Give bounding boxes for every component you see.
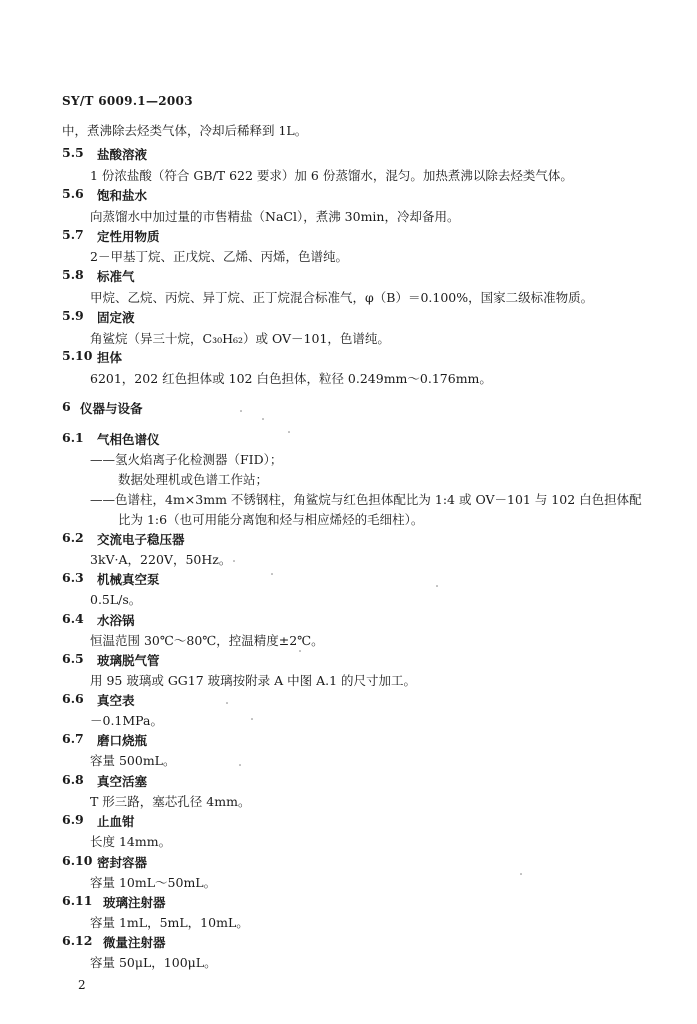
section-number: 6.9 bbox=[62, 812, 84, 827]
section-number: 6.6 bbox=[62, 691, 84, 706]
page-number: 2 bbox=[78, 978, 86, 992]
section-body-line: －0.1MPa。 bbox=[90, 713, 163, 728]
section-title: 交流电子稳压器 bbox=[97, 532, 185, 547]
section-title: 止血钳 bbox=[97, 814, 135, 829]
section-number: 5.5 bbox=[62, 145, 84, 160]
section-title: 担体 bbox=[97, 350, 123, 365]
list-item: ——氢火焰离子化检测器（FID）； bbox=[90, 452, 283, 467]
section-number: 6.7 bbox=[62, 731, 84, 746]
section-number: 6.1 bbox=[62, 430, 84, 445]
section-title: 磨口烧瓶 bbox=[97, 733, 148, 748]
section-number: 5.10 bbox=[62, 348, 93, 363]
section-title: 水浴锅 bbox=[97, 613, 135, 628]
section-title: 机械真空泵 bbox=[97, 572, 160, 587]
section-number: 6.5 bbox=[62, 651, 84, 666]
section-body-line: 甲烷、乙烷、丙烷、异丁烷、正丁烷混合标准气，φ（B）＝0.100%，国家二级标准物质。 bbox=[90, 290, 594, 305]
section-number: 5.6 bbox=[62, 186, 84, 201]
section-body-line: 0.5L/s。 bbox=[90, 592, 142, 607]
section-body-line: T 形三路，塞芯孔径 4mm。 bbox=[90, 794, 251, 809]
section-body-line: 长度 14mm。 bbox=[90, 834, 172, 849]
document-header-id: SY/T 6009.1—2003 bbox=[62, 94, 193, 108]
section-number: 5.9 bbox=[62, 308, 84, 323]
section-title: 盐酸溶液 bbox=[97, 147, 148, 162]
list-item: ——色谱柱，4m×3mm 不锈钢柱，角鲨烷与红色担体配比为 1:4 或 OV－101 与 102 白色担体配 bbox=[90, 492, 642, 507]
list-item: 数据处理机或色谱工作站； bbox=[118, 472, 269, 487]
chapter-title: 仪器与设备 bbox=[80, 401, 143, 416]
section-title: 玻璃注射器 bbox=[103, 895, 166, 910]
section-title: 真空表 bbox=[97, 693, 135, 708]
section-number: 6.8 bbox=[62, 772, 84, 787]
section-body-line: 容量 1mL，5mL，10mL。 bbox=[90, 915, 249, 930]
section-body-line: 向蒸馏水中加过量的市售精盐（NaCl），煮沸 30min，冷却备用。 bbox=[90, 209, 460, 224]
section-number: 5.8 bbox=[62, 267, 84, 282]
section-body-line: 恒温范围 30℃～80℃，控温精度±2℃。 bbox=[90, 633, 324, 648]
section-title: 真空活塞 bbox=[97, 774, 148, 789]
section-body-line: 容量 500mL。 bbox=[90, 753, 176, 768]
intro-line: 中，煮沸除去烃类气体，冷却后稀释到 1L。 bbox=[62, 123, 308, 138]
section-number: 6.3 bbox=[62, 570, 84, 585]
section-title: 标准气 bbox=[97, 269, 135, 284]
section-body-line: 3kV·A，220V，50Hz。 bbox=[90, 552, 232, 567]
list-item-continuation: 比为 1:6（也可用能分离饱和烃与相应烯烃的毛细柱）。 bbox=[118, 512, 424, 527]
section-number: 6.12 bbox=[62, 933, 93, 948]
section-body-line: 用 95 玻璃或 GG17 玻璃按附录 A 中图 A.1 的尺寸加工。 bbox=[90, 673, 417, 688]
section-title: 固定液 bbox=[97, 310, 135, 325]
section-title: 定性用物质 bbox=[97, 229, 160, 244]
section-title: 玻璃脱气管 bbox=[97, 653, 160, 668]
section-body-line: 容量 10mL～50mL。 bbox=[90, 875, 217, 890]
section-number: 6.11 bbox=[62, 893, 93, 908]
section-title: 密封容器 bbox=[97, 855, 148, 870]
section-body-line: 1 份浓盐酸（符合 GB/T 622 要求）加 6 份蒸馏水，混匀。加热煮沸以除去烃类气体。 bbox=[90, 168, 573, 183]
section-body-line: 角鲨烷（异三十烷，C₃₀H₆₂）或 OV－101，色谱纯。 bbox=[90, 331, 390, 346]
section-body-line: 容量 50μL，100μL。 bbox=[90, 955, 217, 970]
section-title: 微量注射器 bbox=[103, 935, 166, 950]
chapter-number: 6 bbox=[62, 399, 71, 414]
section-body-line: 2－甲基丁烷、正戊烷、乙烯、丙烯，色谱纯。 bbox=[90, 249, 348, 264]
section-number: 6.2 bbox=[62, 530, 84, 545]
section-number: 5.7 bbox=[62, 227, 84, 242]
section-body-line: 6201，202 红色担体或 102 白色担体，粒径 0.249mm～0.176mm。 bbox=[90, 371, 492, 386]
section-title: 气相色谱仪 bbox=[97, 432, 160, 447]
section-number: 6.4 bbox=[62, 611, 84, 626]
section-number: 6.10 bbox=[62, 853, 93, 868]
section-title: 饱和盐水 bbox=[97, 188, 148, 203]
